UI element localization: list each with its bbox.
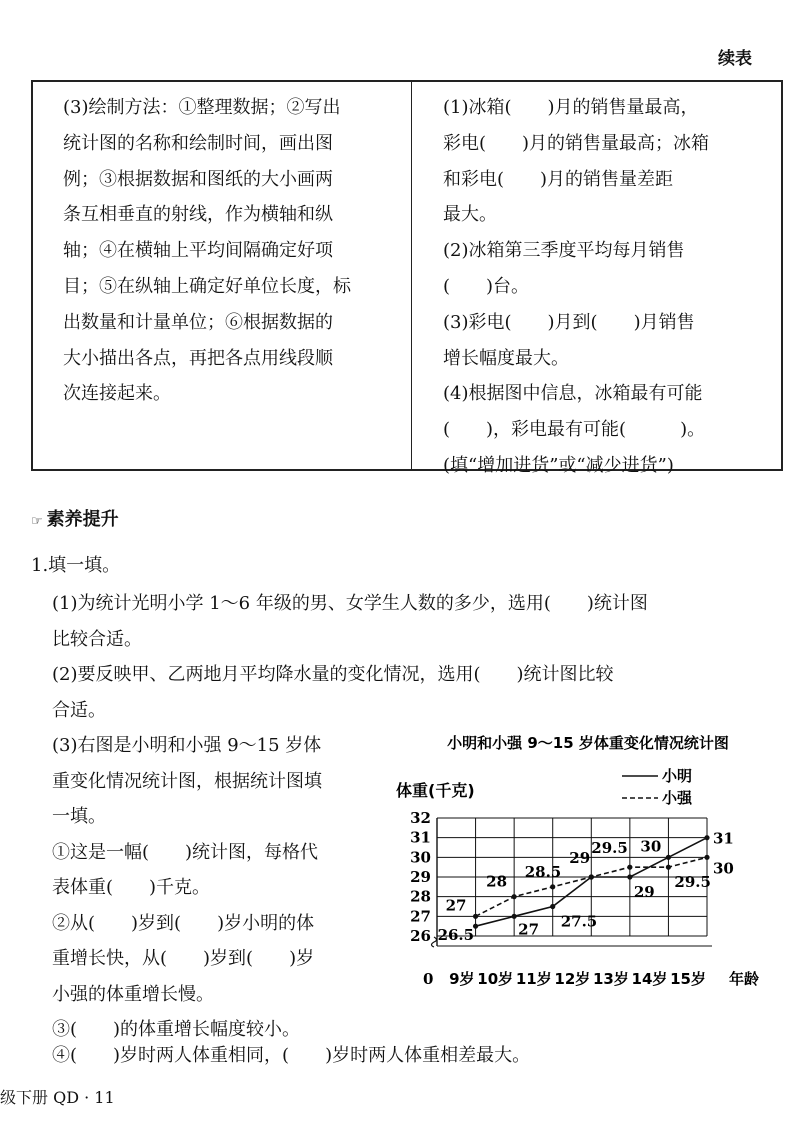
data-point bbox=[512, 894, 517, 899]
data-point bbox=[550, 904, 555, 909]
x-tick-label: 14岁 bbox=[631, 970, 668, 988]
text-line: 彩电( )月的销售量最高；冰箱 bbox=[443, 132, 710, 154]
x-tick-label: 13岁 bbox=[592, 970, 629, 988]
x-tick-label: 9岁 bbox=[449, 970, 475, 988]
data-label: 29 bbox=[633, 883, 655, 901]
data-point bbox=[589, 874, 594, 879]
text-line: 轴；④在横轴上平均间隔确定好项 bbox=[63, 240, 333, 262]
data-point bbox=[704, 835, 709, 840]
legend-xiaoming: 小明 bbox=[662, 767, 693, 785]
y-tick-label: 32 bbox=[410, 809, 431, 827]
sales-questions-cell bbox=[443, 90, 778, 484]
text-line: (1)冰箱( )月的销售量最高， bbox=[443, 97, 699, 118]
text-line: (3)彩电( )月到( )月销售 bbox=[443, 311, 695, 333]
data-label: 27 bbox=[518, 920, 540, 939]
text-line: 统计图的名称和绘制时间，画出图 bbox=[63, 132, 333, 154]
text-line: ③( )的体重增长幅度较小。 bbox=[52, 1019, 301, 1040]
text-line: 条互相垂直的射线，作为横轴和纵 bbox=[63, 204, 333, 226]
data-label: 29 bbox=[569, 849, 591, 867]
page-footer: 级下册 QD · 11 bbox=[0, 1088, 115, 1107]
text-line: 合适。 bbox=[52, 699, 106, 721]
y-axis-label: 体重(千克) bbox=[396, 781, 475, 800]
data-point bbox=[627, 865, 632, 870]
data-label: 29.5 bbox=[591, 839, 628, 857]
y-tick-label: 26 bbox=[410, 927, 431, 945]
data-point bbox=[627, 874, 632, 879]
data-label: 30 bbox=[713, 859, 734, 878]
data-label: 28 bbox=[486, 872, 508, 891]
text-line: 和彩电( )月的销售量差距 bbox=[443, 168, 674, 190]
text-line: ( )台。 bbox=[443, 275, 530, 297]
text-line: ②从( )岁到( )岁小明的体 bbox=[52, 912, 315, 934]
data-point bbox=[704, 855, 709, 860]
x-tick-label: 12岁 bbox=[554, 970, 591, 988]
text-line: (3)右图是小明和小强 9～15 岁体 bbox=[52, 735, 322, 756]
data-label: 29.5 bbox=[674, 873, 711, 892]
y-tick-label: 29 bbox=[410, 868, 431, 886]
weight-line-chart bbox=[392, 728, 784, 998]
y-tick-label: 27 bbox=[410, 907, 431, 926]
data-label: 27.5 bbox=[560, 912, 598, 931]
text-line: 例；③根据数据和图纸的大小画两 bbox=[63, 168, 333, 190]
text-line: (2)要反映甲、乙两地月平均降水量的变化情况，选用( )统计图比较 bbox=[52, 664, 614, 685]
text-line: 目；⑤在纵轴上确定好单位长度，标 bbox=[63, 275, 351, 297]
question-number: 1.填一填。 bbox=[31, 555, 121, 576]
text-line: 重增长快，从( )岁到( )岁 bbox=[52, 948, 315, 969]
data-point bbox=[473, 914, 478, 919]
question-full-lines bbox=[52, 586, 648, 728]
data-label: 27 bbox=[445, 896, 467, 915]
pointing-hand-icon: ☞ bbox=[31, 514, 43, 529]
x-tick-label: 15岁 bbox=[670, 970, 706, 988]
y-tick-label: 31 bbox=[410, 828, 431, 847]
text-line: (填“增加进货”或“减少进货”) bbox=[443, 454, 674, 476]
origin-label: 0 bbox=[423, 970, 434, 988]
y-tick-label: 30 bbox=[410, 848, 431, 867]
axis-break-mark bbox=[432, 937, 437, 947]
continued-table bbox=[31, 80, 783, 476]
x-axis-label: 年龄 bbox=[729, 970, 760, 988]
x-tick-label: 10岁 bbox=[477, 970, 514, 988]
drawing-method-cell bbox=[63, 90, 403, 412]
x-tick-label: 11岁 bbox=[515, 970, 552, 988]
data-label: 26.5 bbox=[437, 926, 475, 945]
text-line: (3)绘制方法：①整理数据；②写出 bbox=[63, 97, 341, 118]
text-line: 小强的体重增长慢。 bbox=[52, 983, 214, 1005]
text-line: (2)冰箱第三季度平均每月销售 bbox=[443, 240, 685, 262]
text-line: 增长幅度最大。 bbox=[443, 347, 569, 369]
data-label: 31 bbox=[713, 829, 734, 848]
text-line: 一填。 bbox=[52, 806, 106, 827]
text-line: 大小描出各点，再把各点用线段顺 bbox=[63, 347, 333, 369]
text-line: 比较合适。 bbox=[52, 628, 142, 650]
text-line: (4)根据图中信息，冰箱最有可能 bbox=[443, 383, 703, 405]
text-line: 出数量和计量单位；⑥根据数据的 bbox=[63, 311, 333, 333]
section-heading bbox=[31, 505, 119, 531]
text-line: 表体重( )千克。 bbox=[52, 877, 211, 898]
y-tick-label: 28 bbox=[410, 887, 431, 906]
data-point bbox=[666, 865, 671, 870]
data-label: 28.5 bbox=[524, 862, 562, 881]
chart-title: 小明和小强 9～15 岁体重变化情况统计图 bbox=[447, 734, 729, 752]
text-line: (1)为统计光明小学 1～6 年级的男、女学生人数的多少，选用( )统计图 bbox=[52, 593, 648, 614]
text-line: 次连接起来。 bbox=[63, 383, 171, 405]
legend-xiaoqiang: 小强 bbox=[662, 789, 693, 807]
question-last-line: ④( )岁时两人体重相同，( )岁时两人体重相差最大。 bbox=[52, 1045, 531, 1066]
text-line: 最大。 bbox=[443, 204, 497, 226]
continued-label: 续表 bbox=[718, 49, 752, 69]
question-narrow-lines bbox=[52, 728, 387, 1048]
data-point bbox=[512, 914, 517, 919]
table-divider bbox=[411, 82, 412, 469]
text-line: ( )，彩电最有可能( )。 bbox=[443, 419, 706, 441]
data-label: 30 bbox=[640, 837, 662, 856]
data-point bbox=[550, 884, 555, 889]
section-title: 素养提升 bbox=[46, 509, 119, 530]
data-point bbox=[666, 855, 671, 860]
text-line: 重变化情况统计图，根据统计图填 bbox=[52, 770, 322, 792]
text-line: ①这是一幅( )统计图，每格代 bbox=[52, 841, 319, 863]
